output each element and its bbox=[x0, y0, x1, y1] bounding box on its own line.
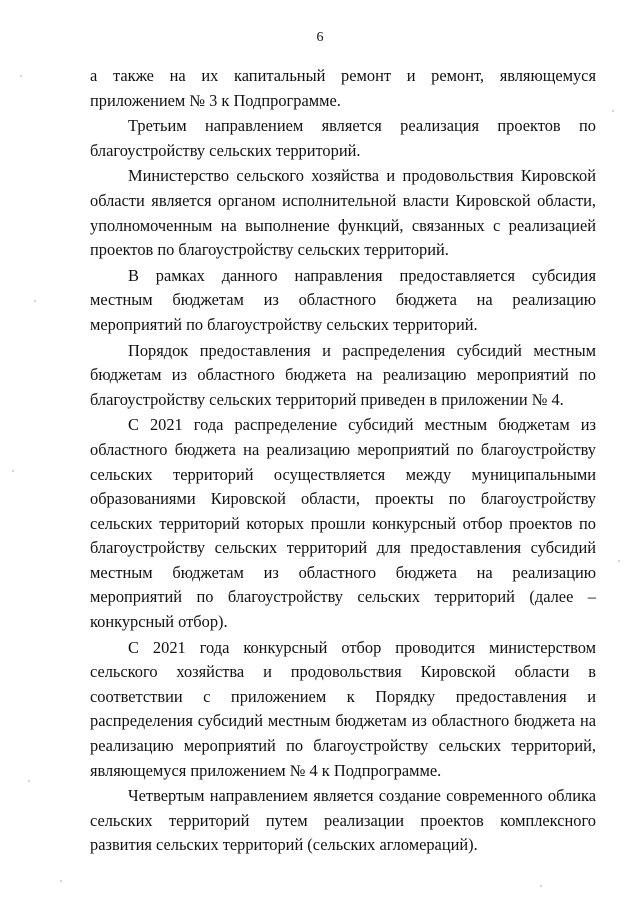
paragraph-4: В рамках данного направления предоставляется субсидия местным бюджетам из областного бюджета на реализацию мероприятий по благоустройству сельских территорий. bbox=[90, 265, 596, 334]
paragraph-6: С 2021 года распределение субсидий местным бюджетам из областного бюджета на реализацию мероприятий по благоустройству сельских территорий осуществляется между муниципальными образованиями Кировской области, проекты по благоустройству сельских территорий которых прошли конкурсный отбор проектов по благоустройству сельских территорий для предоставления субсидий местным бюджетам из областного бюджета на реализацию мероприятий по благоустройству сельских территорий (далее – конкурсный отбор). bbox=[90, 415, 596, 632]
paragraph-2: Третьим направлением является реализация проектов по благоустройству сельских территорий. bbox=[90, 116, 596, 160]
document-body bbox=[90, 64, 596, 858]
scan-speck bbox=[618, 560, 620, 562]
scan-speck bbox=[20, 75, 22, 77]
page-number: 6 bbox=[316, 30, 324, 45]
scan-speck bbox=[60, 880, 62, 882]
paragraph-8: Четвертым направлением является создание современного облика сельских территорий путем реализации проектов комплексного развития сельских территорий (сельских агломераций). bbox=[90, 786, 596, 855]
paragraph-5: Порядок предоставления и распределения субсидий местным бюджетам из областного бюджета на реализацию мероприятий по благоустройству сельских территорий приведен в приложении № 4. bbox=[90, 340, 596, 409]
scan-speck bbox=[12, 470, 14, 472]
paragraph-7: С 2021 года конкурсный отбор проводится министерством сельского хозяйства и продовольствия Кировской области в соответствии с приложением к Порядку предоставления и распределения субсидий местным бюджетам из областного бюджета на реализацию мероприятий по благоустройству сельских территорий, являющемуся приложением № 4 к Подпрограмме. bbox=[90, 637, 596, 780]
scan-speck bbox=[28, 780, 30, 782]
scan-speck bbox=[540, 885, 542, 887]
scan-speck bbox=[612, 110, 614, 112]
scan-speck bbox=[34, 300, 36, 302]
paragraph-1: а также на их капитальный ремонт и ремонт, являющемуся приложением № 3 к Подпрограмме. bbox=[90, 66, 596, 110]
paragraph-3: Министерство сельского хозяйства и продовольствия Кировской области является органом исполнительной власти Кировской области, уполномоченным на выполнение функций, связанных с реализацией проектов по благоустройству сельских территорий. bbox=[90, 166, 596, 260]
